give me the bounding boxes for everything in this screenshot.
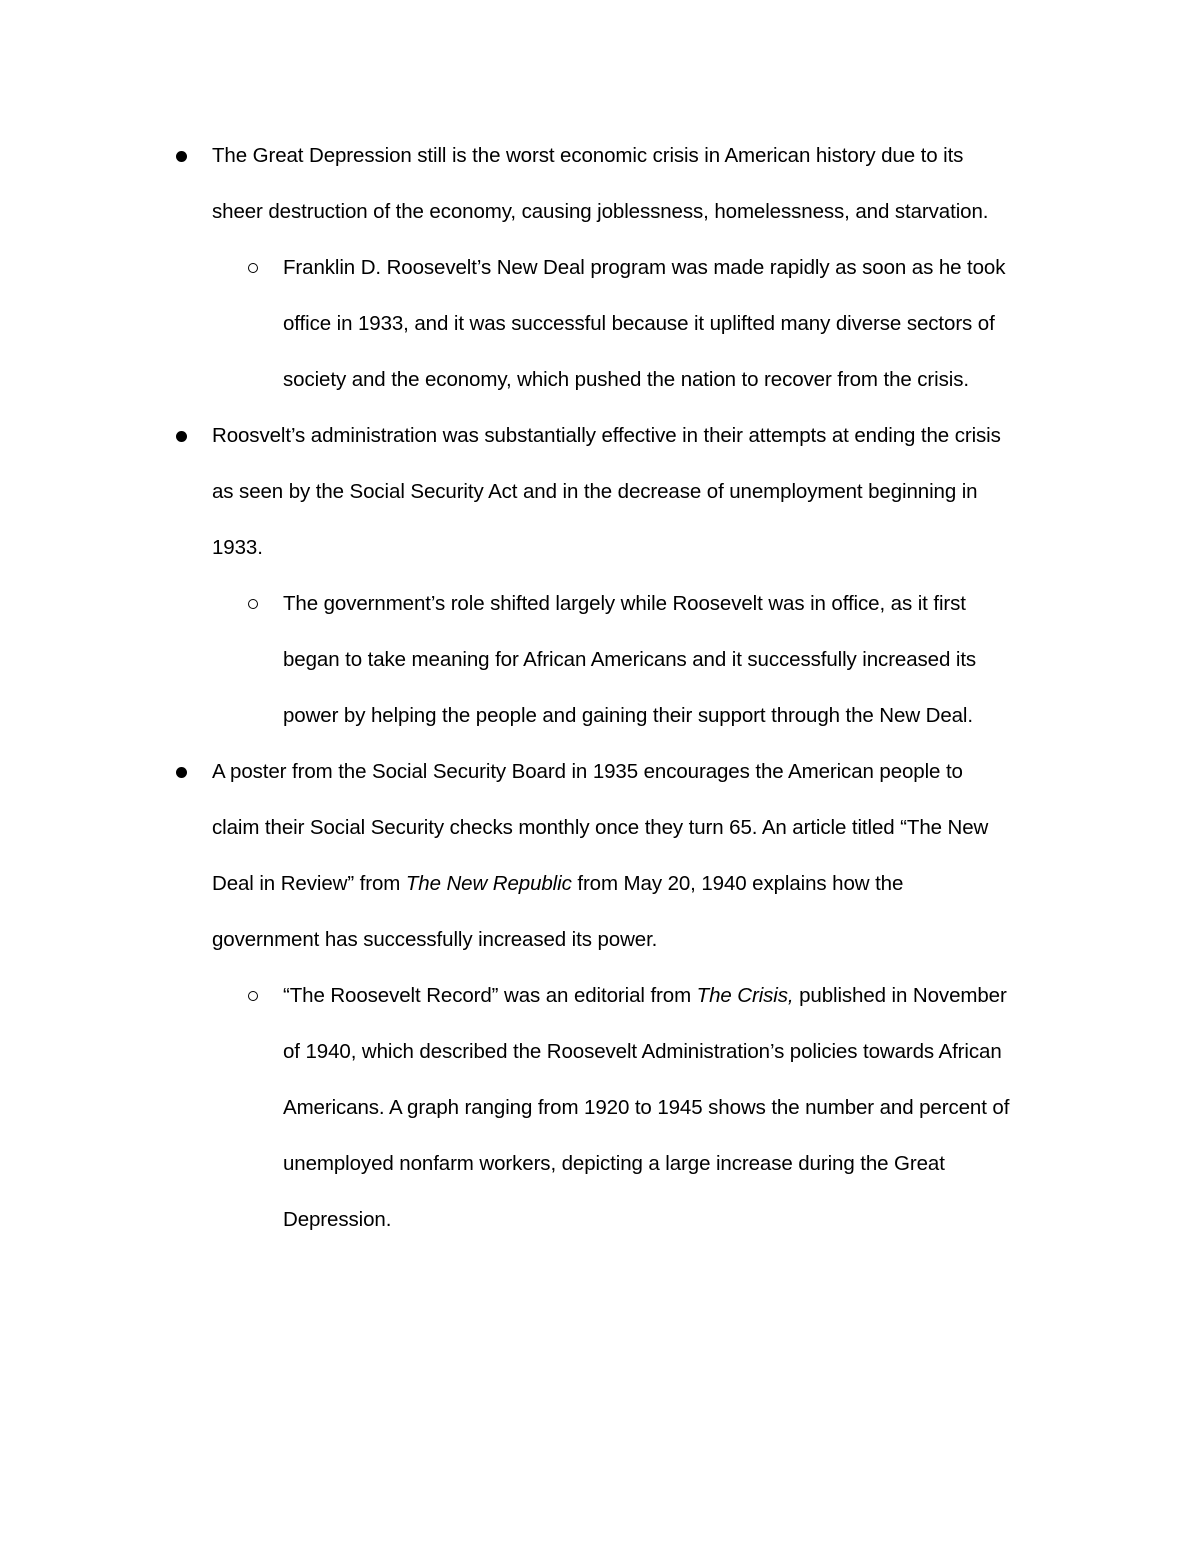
text-line: society and the economy, which pushed the nation to recover from the crisis. <box>283 368 969 391</box>
text-run: published in November <box>793 984 1007 1007</box>
text-line <box>283 968 1009 1024</box>
text-line: Americans. A graph ranging from 1920 to 1945 shows the number and percent of <box>283 1096 1010 1119</box>
bullet-circle-icon <box>248 263 258 273</box>
text-line: began to take meaning for African Americans and it successfully increased its <box>283 648 977 671</box>
text-line: The Great Depression still is the worst economic crisis in American history due to its <box>212 144 964 167</box>
text-line <box>212 856 988 912</box>
sub-list-item <box>283 240 1005 408</box>
text-line: power by helping the people and gaining their support through the New Deal. <box>283 704 973 727</box>
text-line: sheer destruction of the economy, causing joblessness, homelessness, and starvation. <box>212 200 989 223</box>
bullet-disc-icon <box>176 151 187 162</box>
text-line: A poster from the Social Security Board in 1935 encourages the American people to <box>212 760 963 783</box>
text-line: Roosvelt’s administration was substantially effective in their attempts at ending the crisis <box>212 424 1001 447</box>
text-line: 1933. <box>212 536 263 559</box>
italic-title: The New Republic <box>405 872 572 895</box>
sub-list-item <box>283 968 1009 1248</box>
text-line: of 1940, which described the Roosevelt Administration’s policies towards African <box>283 1040 1002 1063</box>
list-item <box>212 744 988 968</box>
text-line: Franklin D. Roosevelt’s New Deal program was made rapidly as soon as he took <box>283 256 1006 279</box>
italic-title: The Crisis, <box>696 984 794 1007</box>
text-line: as seen by the Social Security Act and in the decrease of unemployment beginning in <box>212 480 978 503</box>
text-line: unemployed nonfarm workers, depicting a large increase during the Great <box>283 1152 945 1175</box>
text-line: The government’s role shifted largely while Roosevelt was in office, as it first <box>283 592 966 615</box>
text-line: office in 1933, and it was successful because it uplifted many diverse sectors of <box>283 312 995 335</box>
text-line: claim their Social Security checks monthly once they turn 65. An article titled “The New <box>212 816 989 839</box>
bullet-circle-icon <box>248 599 258 609</box>
text-run: Deal in Review” from <box>212 872 406 895</box>
text-line: Depression. <box>283 1208 392 1231</box>
text-run: “The Roosevelt Record” was an editorial from <box>283 984 697 1007</box>
bullet-disc-icon <box>176 767 187 778</box>
text-line: government has successfully increased its power. <box>212 928 658 951</box>
list-item <box>212 128 988 240</box>
list-item <box>212 408 1001 576</box>
bullet-disc-icon <box>176 431 187 442</box>
bullet-circle-icon <box>248 991 258 1001</box>
text-run: from May 20, 1940 explains how the <box>571 872 904 895</box>
sub-list-item <box>283 576 976 744</box>
